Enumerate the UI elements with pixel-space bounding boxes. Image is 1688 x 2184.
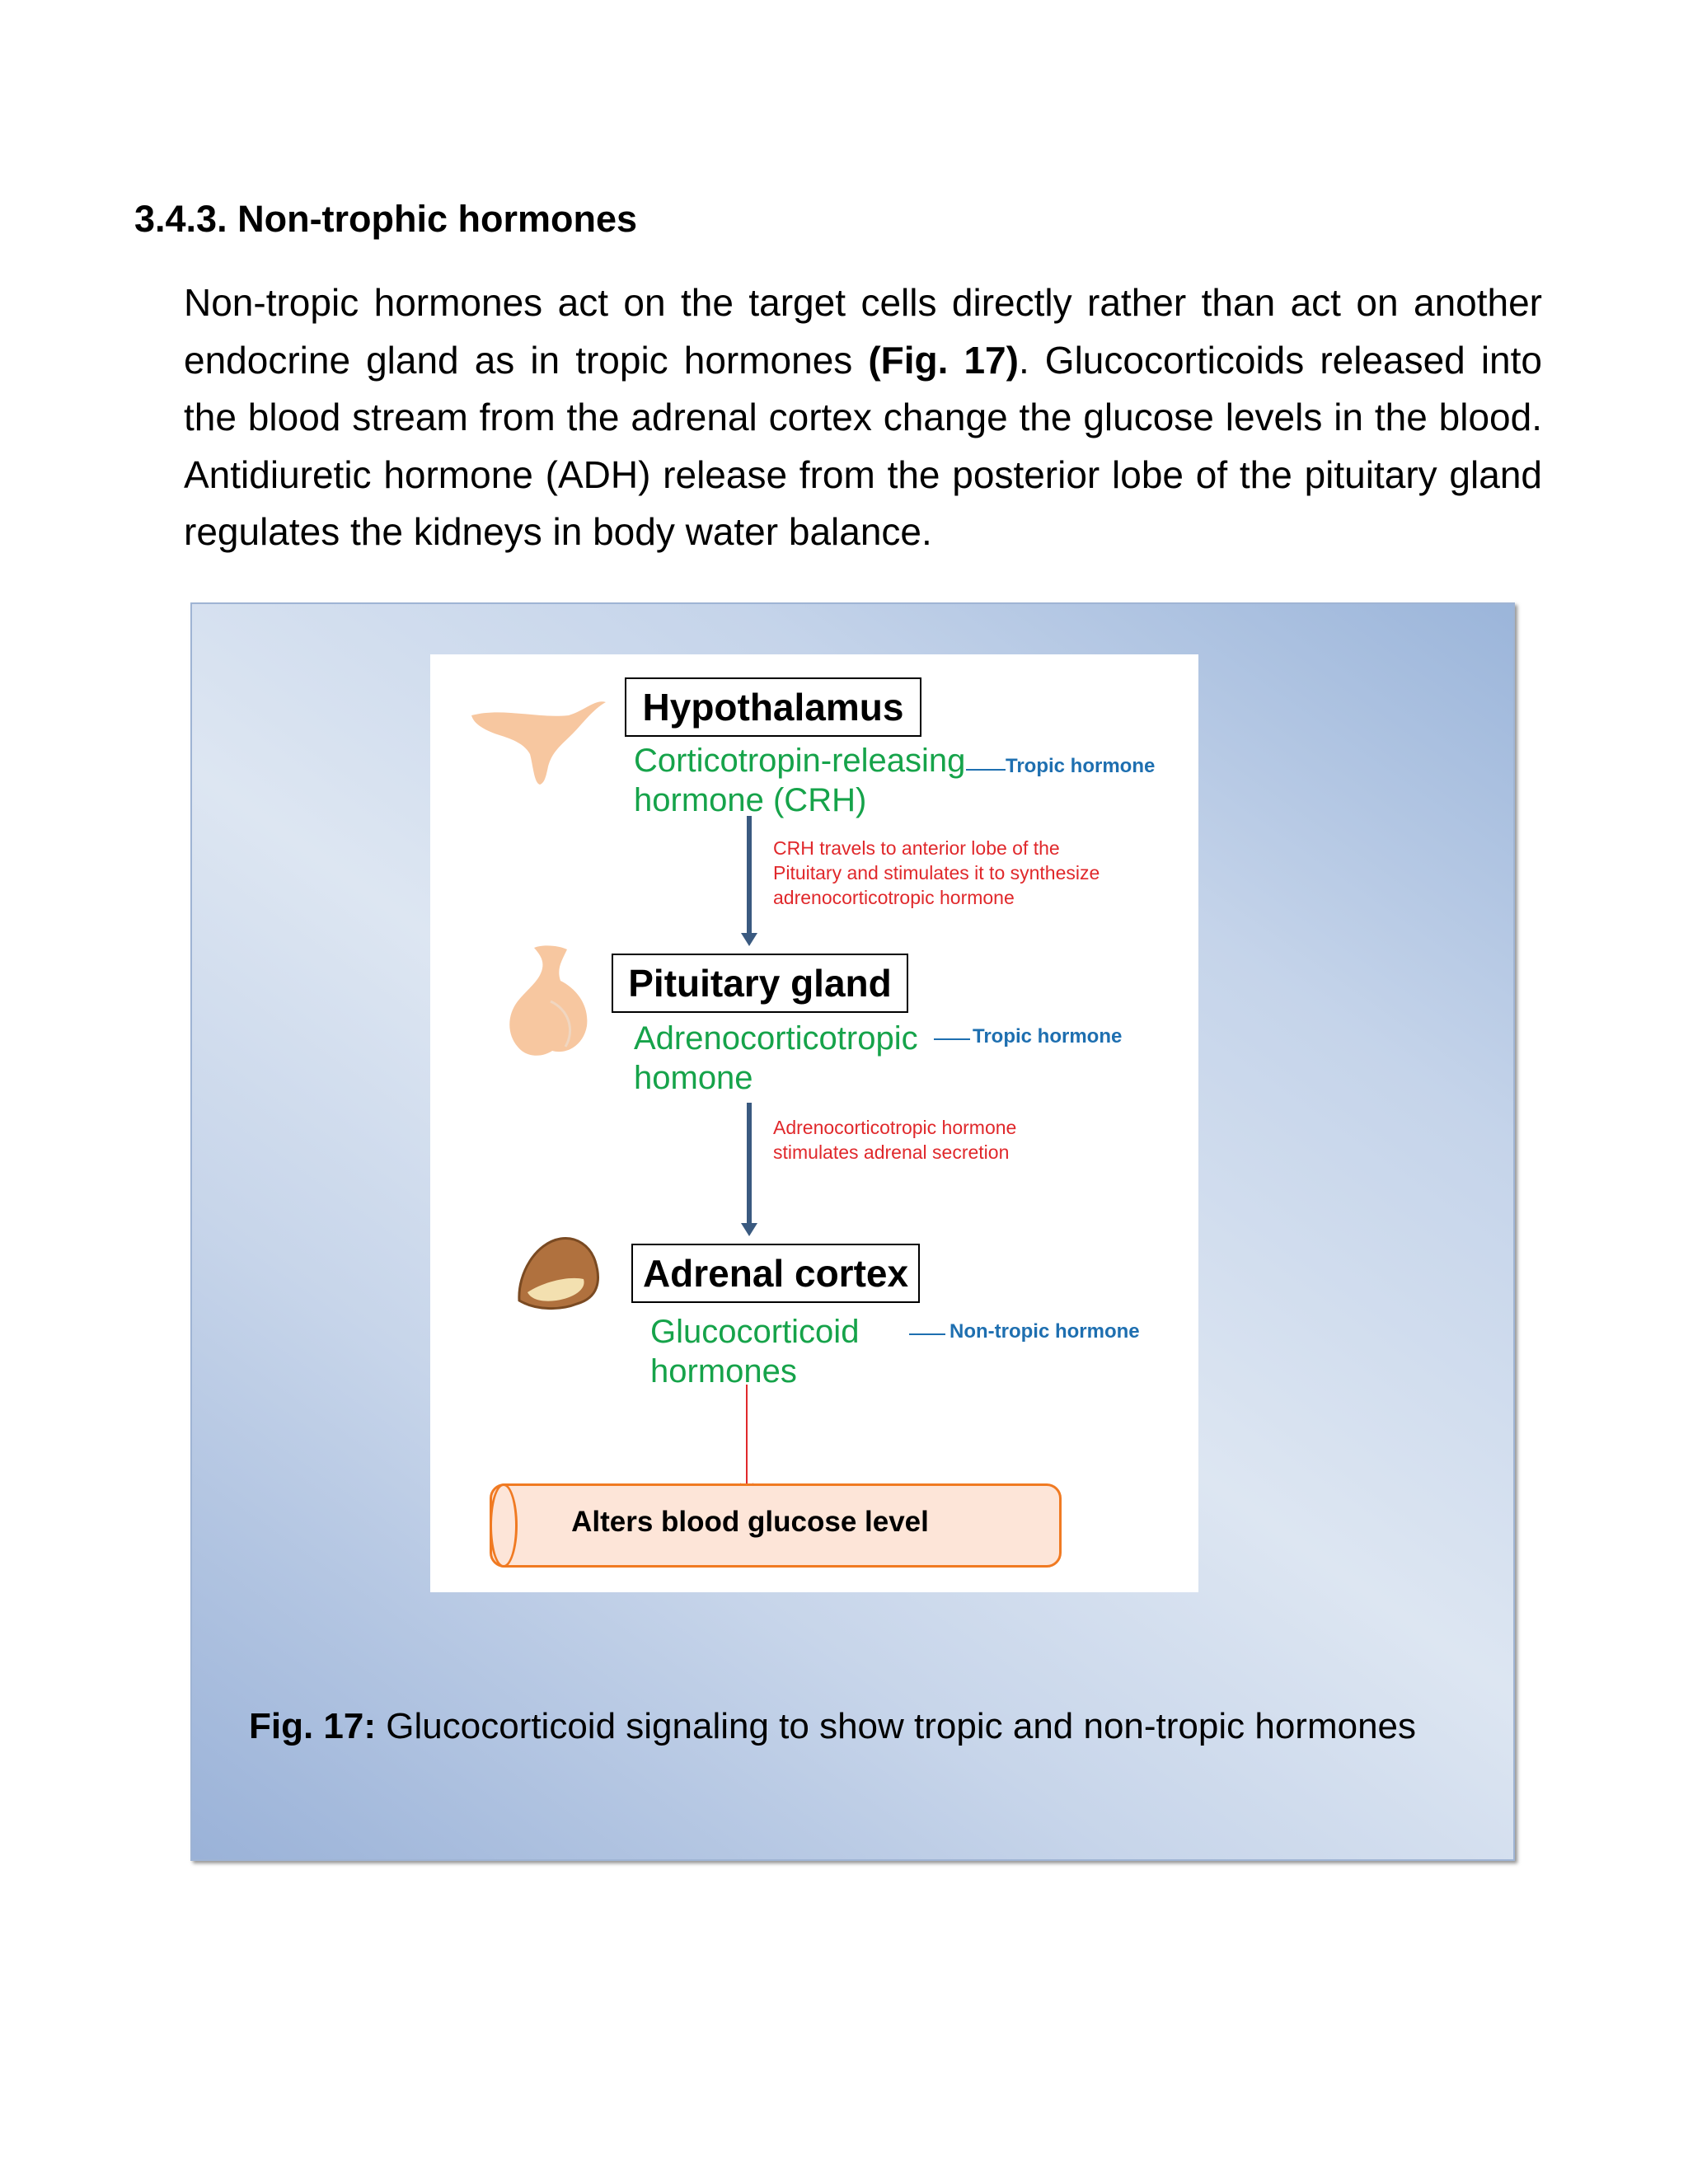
- arrow-adrenal-to-outcome: [740, 1385, 753, 1493]
- section-heading: 3.4.3. Non-trophic hormones: [134, 198, 638, 240]
- acth-tropic-label: Tropic hormone: [973, 1025, 1123, 1047]
- acth-hormone-label: Adrenocorticotropic homone: [634, 1020, 918, 1096]
- crh-connector-line: [966, 769, 1006, 771]
- acth-connector-line: [934, 1038, 970, 1040]
- adrenal-cortex-icon: [519, 1239, 598, 1309]
- arrow-hypothalamus-to-pituitary: [741, 816, 757, 946]
- glucocorticoid-hormone-label: Glucocorticoid hormones: [650, 1314, 860, 1390]
- crh-hormone-label: Corticotropin-releasing hormone (CRH): [634, 743, 966, 818]
- pituitary-gland-icon: [509, 945, 587, 1055]
- acth-arrow-note: Adrenocorticotropic hormone stimulates adrenal secretion: [773, 1117, 1017, 1163]
- pituitary-box: Pituitary gland: [612, 954, 908, 1013]
- caption-text: Glucocorticoid signaling to show tropic and non-tropic hormones: [376, 1706, 1417, 1746]
- adrenal-box: Adrenal cortex: [631, 1244, 920, 1303]
- non-tropic-label: Non-tropic hormone: [950, 1320, 1140, 1343]
- caption-label: Fig. 17:: [249, 1706, 377, 1746]
- hypothalamus-icon: [471, 701, 606, 785]
- outcome-label: Alters blood glucose level: [571, 1506, 929, 1538]
- hypothalamus-box: Hypothalamus: [625, 677, 921, 737]
- outcome-box-cap: [490, 1483, 518, 1568]
- paragraph-text-2: . Glucocorticoids released into the blood stream from the adrenal cortex change the glucose levels in the blood. Antidiuretic hormone (ADH) release from the posterior lobe of the pituitary gland regulates the kidneys in body water balance.: [184, 338, 1542, 553]
- figure-reference: (Fig. 17): [868, 338, 1019, 382]
- crh-arrow-note: CRH travels to anterior lobe of the Pituitary and stimulates it to synthesize adrenocorticotropic hormone: [773, 837, 1100, 908]
- crh-tropic-label: Tropic hormone: [1006, 755, 1156, 777]
- paragraph-text-1: Non-tropic hormones act on the target cells directly rather than act on another endocrine gland as in tropic hormones: [184, 281, 1542, 382]
- glucocorticoid-connector-line: [909, 1333, 945, 1335]
- figure-caption: [249, 1706, 1416, 1747]
- arrow-pituitary-to-adrenal: [741, 1103, 757, 1236]
